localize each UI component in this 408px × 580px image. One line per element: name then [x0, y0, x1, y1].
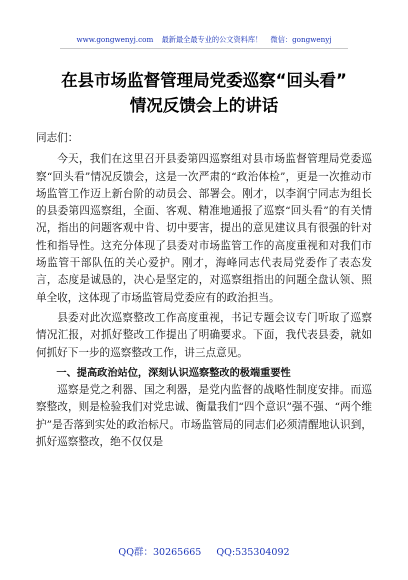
- paragraph-2: 县委对此次巡察整改工作高度重视，书记专题会议专门听取了巡察情况汇报，对抓好整改工作提出了明确要求。下面，我代表县委，就如何抓好下一步的巡察整改工作，讲三点意见。: [36, 311, 372, 359]
- footer-qq: QQ:535304092: [216, 547, 290, 558]
- title-line-2: 情况反馈会上的讲话: [129, 96, 279, 115]
- header-slogan: 最新最全最专业的公文资料库！: [161, 35, 263, 44]
- document-body: [36, 130, 372, 454]
- header-wechat: 微信：gongwenyj: [270, 35, 332, 44]
- page-header: [22, 33, 386, 47]
- document-title: [20, 68, 388, 118]
- header-site-link[interactable]: www.gongwenyj.com: [76, 35, 154, 44]
- title-line-1: 在县市场监督管理局党委巡察“回头看”: [61, 71, 347, 90]
- salutation: 同志们：: [36, 132, 79, 144]
- page-footer: [40, 546, 368, 560]
- section-heading-1: 一、提高政治站位，深刻认识巡察整改的极端重要性: [56, 367, 291, 379]
- paragraph-1: 今天，我们在这里召开县委第四巡察组对县市场监督管理局党委巡察“回头看”情况反馈会，这是一次严肃的“政治体检”，更是一次推动市场监管工作迈上新台阶的动员会、部署会。刚才，以李润宁同志为组长的县委第四巡察组，全面、客观、精准地通报了巡察“回头看”的有关情况，指出的问题客观中肯、切中要害，提出的意见建议具有很强的针对性和指导性。这充分体现了县委对市场监管工作的高度重视和对我们市场监管干部队伍的关心爱护。刚才，海峰同志代表局党委作了表态发言，态度是诚恳的，决心是坚定的，对巡察组指出的问题全盘认领、照单全收，这体现了市场监管局党委应有的政治担当。: [36, 153, 372, 304]
- header-divider: [60, 48, 348, 49]
- paragraph-3: 巡察是党之利器、国之利器，是党内监督的战略性制度安排。而巡察整改，则是检验我们对党忠诚、衡量我们“四个意识”强不强、“两个维护”是否落到实处的政治标尺。市场监管局的同志们必须清醒地认识到，抓好巡察整改，绝不仅仅是: [36, 384, 372, 449]
- footer-qq-group: QQ群：30265665: [118, 547, 202, 558]
